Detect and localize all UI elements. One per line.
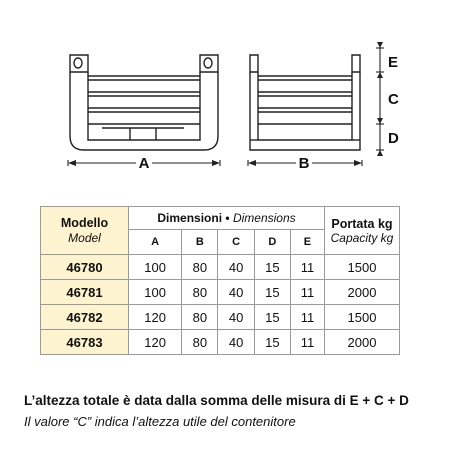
value-b-cell: 80 <box>182 330 218 355</box>
table-row <box>41 255 400 280</box>
capacity-cell: 2000 <box>325 280 400 305</box>
value-c-cell: 40 <box>218 255 254 280</box>
col-header-c: C <box>218 230 254 255</box>
value-d-cell: 15 <box>254 255 290 280</box>
value-c-cell: 40 <box>218 305 254 330</box>
dimensions-header-it: Dimensioni <box>157 211 223 225</box>
value-a-cell: 120 <box>129 330 182 355</box>
container-technical-drawing <box>0 0 454 200</box>
model-cell: 46782 <box>41 305 129 330</box>
table-row <box>41 280 400 305</box>
capacity-cell: 2000 <box>325 330 400 355</box>
col-header-e: E <box>290 230 324 255</box>
dimension-e-label: E <box>388 54 399 71</box>
specifications-table <box>40 206 400 355</box>
value-a-cell: 120 <box>129 305 182 330</box>
dimensions-separator: • <box>225 211 230 225</box>
dimension-d-label: D <box>388 130 399 147</box>
dimension-a-label: A <box>138 155 150 172</box>
value-e-cell: 11 <box>290 305 324 330</box>
model-header-en: Model <box>68 230 101 245</box>
capacity-cell: 1500 <box>325 305 400 330</box>
front-view <box>70 55 218 150</box>
capacity-column-header <box>325 207 400 255</box>
side-view <box>250 55 360 150</box>
dimensions-header-en: Dimensions <box>232 211 296 225</box>
value-d-cell: 15 <box>254 305 290 330</box>
model-cell: 46780 <box>41 255 129 280</box>
model-column-header <box>41 207 129 255</box>
col-header-a: A <box>129 230 182 255</box>
value-d-cell: 15 <box>254 280 290 305</box>
value-b-cell: 80 <box>182 280 218 305</box>
dimension-c-label: C <box>388 91 399 108</box>
value-a-cell: 100 <box>129 255 182 280</box>
dimension-b-label: B <box>298 155 310 172</box>
dimensions-column-header <box>129 207 325 230</box>
col-header-d: D <box>254 230 290 255</box>
value-e-cell: 11 <box>290 330 324 355</box>
table-header-row <box>41 207 400 230</box>
value-e-cell: 11 <box>290 255 324 280</box>
capacity-header-it: Portata kg <box>331 216 393 231</box>
value-c-cell: 40 <box>218 280 254 305</box>
useful-height-note: Il valore “C” indica l’altezza utile del contenitore <box>24 414 296 429</box>
col-header-b: B <box>182 230 218 255</box>
model-cell: 46781 <box>41 280 129 305</box>
vertical-dimensions <box>376 42 384 156</box>
capacity-header-en: Capacity kg <box>330 230 394 245</box>
model-cell: 46783 <box>41 330 129 355</box>
capacity-cell: 1500 <box>325 255 400 280</box>
value-e-cell: 11 <box>290 280 324 305</box>
value-d-cell: 15 <box>254 330 290 355</box>
value-c-cell: 40 <box>218 330 254 355</box>
total-height-note: L’altezza totale è data dalla somma delle misura di E + C + D <box>24 393 409 408</box>
value-b-cell: 80 <box>182 305 218 330</box>
table-row <box>41 330 400 355</box>
value-a-cell: 100 <box>129 280 182 305</box>
value-b-cell: 80 <box>182 255 218 280</box>
table-row <box>41 305 400 330</box>
model-header-it: Modello <box>60 215 109 230</box>
